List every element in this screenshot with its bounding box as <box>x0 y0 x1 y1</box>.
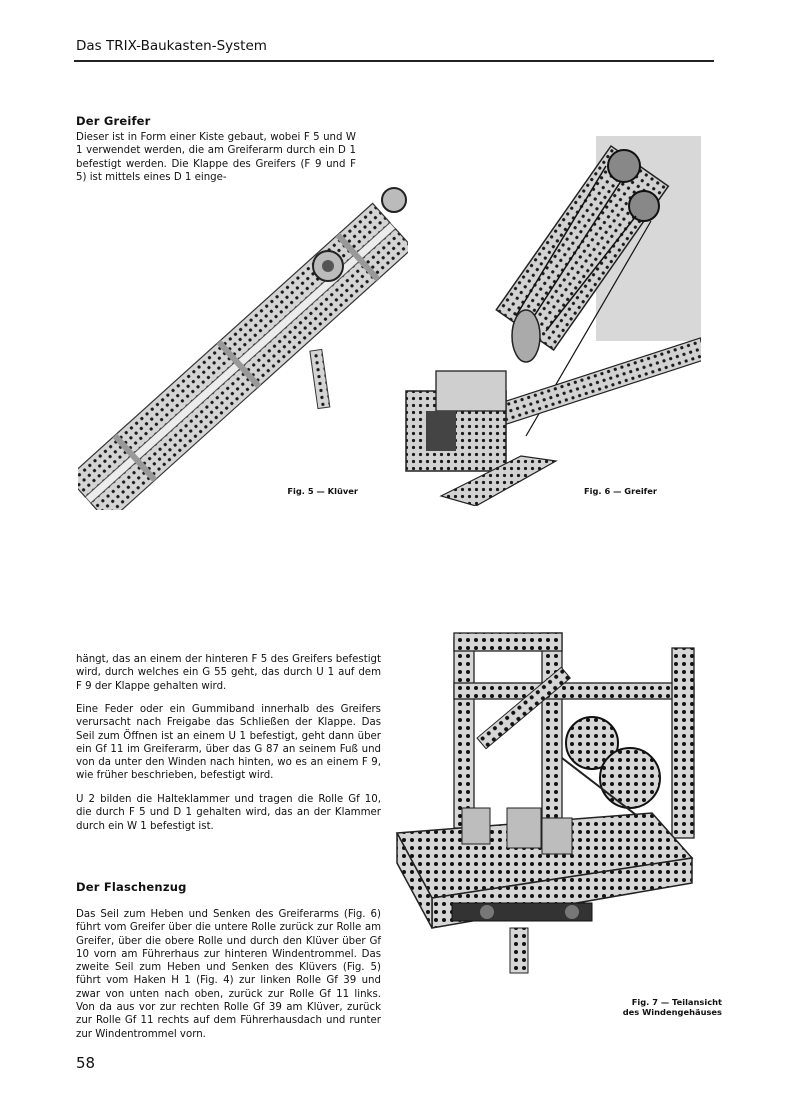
paragraph-greifer-2: hängt, das an einem der hinteren F 5 des Greifers befestigt wird, durch welches ein G 55 geht, das durch U 1 auf dem F 9 der Klappe gehalten wird. <box>76 654 381 692</box>
figure-6-caption: Fig. 6 — Greifer <box>583 486 657 496</box>
figure-7-windengehaeuse-image <box>392 628 697 998</box>
figure-7-caption-line2: des Windengehäuses <box>622 1006 722 1017</box>
section-heading-flaschenzug: Der Flaschenzug <box>76 880 187 894</box>
header-rule <box>74 60 714 62</box>
figure-5-caption: Fig. 5 — Klüver <box>287 486 358 496</box>
figure-7-caption <box>578 998 722 1017</box>
page-number: 58 <box>76 1054 96 1072</box>
figure-5-kluever-image <box>78 170 408 510</box>
paragraph-greifer-1: Dieser ist in Form einer Kiste gebaut, wobei F 5 und W 1 verwendet werden, die am Greiferarm durch ein D 1 befestigt werden. Die Klappe des Greifers (F 9 und F 5) ist mittels eines D 1 einge- <box>76 132 356 183</box>
paragraph-greifer-3: Eine Feder oder ein Gummiband innerhalb des Greifers verursacht nach Freigabe das Schließen der Klappe. Das Seil zum Öffnen ist an einem U 1 befestigt, geht dann über ein Gf 11 im Greiferarm, über das G 87 an seinem Fuß und von da unter den Winden nach hinten, wo es an einem F 9, wie früher beschrieben, befestigt wird. <box>76 704 381 782</box>
paragraph-flaschenzug-1: Das Seil zum Heben und Senken des Greiferarms (Fig. 6) führt vom Greifer über die untere Rolle zurück zur Rolle am Greifer, über die obere Rolle und durch den Klüver über Gf 10 vorn am Führerhaus zur hinteren Windentrommel. Das zweite Seil zum Heben und Senken des Klüvers (Fig. 5) führt vom Haken H 1 (Fig. 4) zur linken Rolle Gf 39 und zwar von unten nach oben, zurück zur Rolle Gf 11 links. Von da aus vor zur rechten Rolle Gf 39 am Klüver, zurück zur Rolle Gf 11 rechts auf dem Führerhausdach und runter zur Windentrommel vorn. <box>76 909 381 1040</box>
figure-7-caption-line1: Fig. 7 — Teilansicht <box>631 997 722 1007</box>
paragraph-greifer-4: U 2 bilden die Halteklammer und tragen die Rolle Gf 10, die durch F 5 und D 1 gehalten wird, das an der Klammer durch ein W 1 befestigt ist. <box>76 794 381 832</box>
figure-6-greifer-image <box>396 136 701 506</box>
running-header: Das TRIX-Baukasten-System <box>76 38 267 54</box>
section-heading-greifer: Der Greifer <box>76 114 151 128</box>
